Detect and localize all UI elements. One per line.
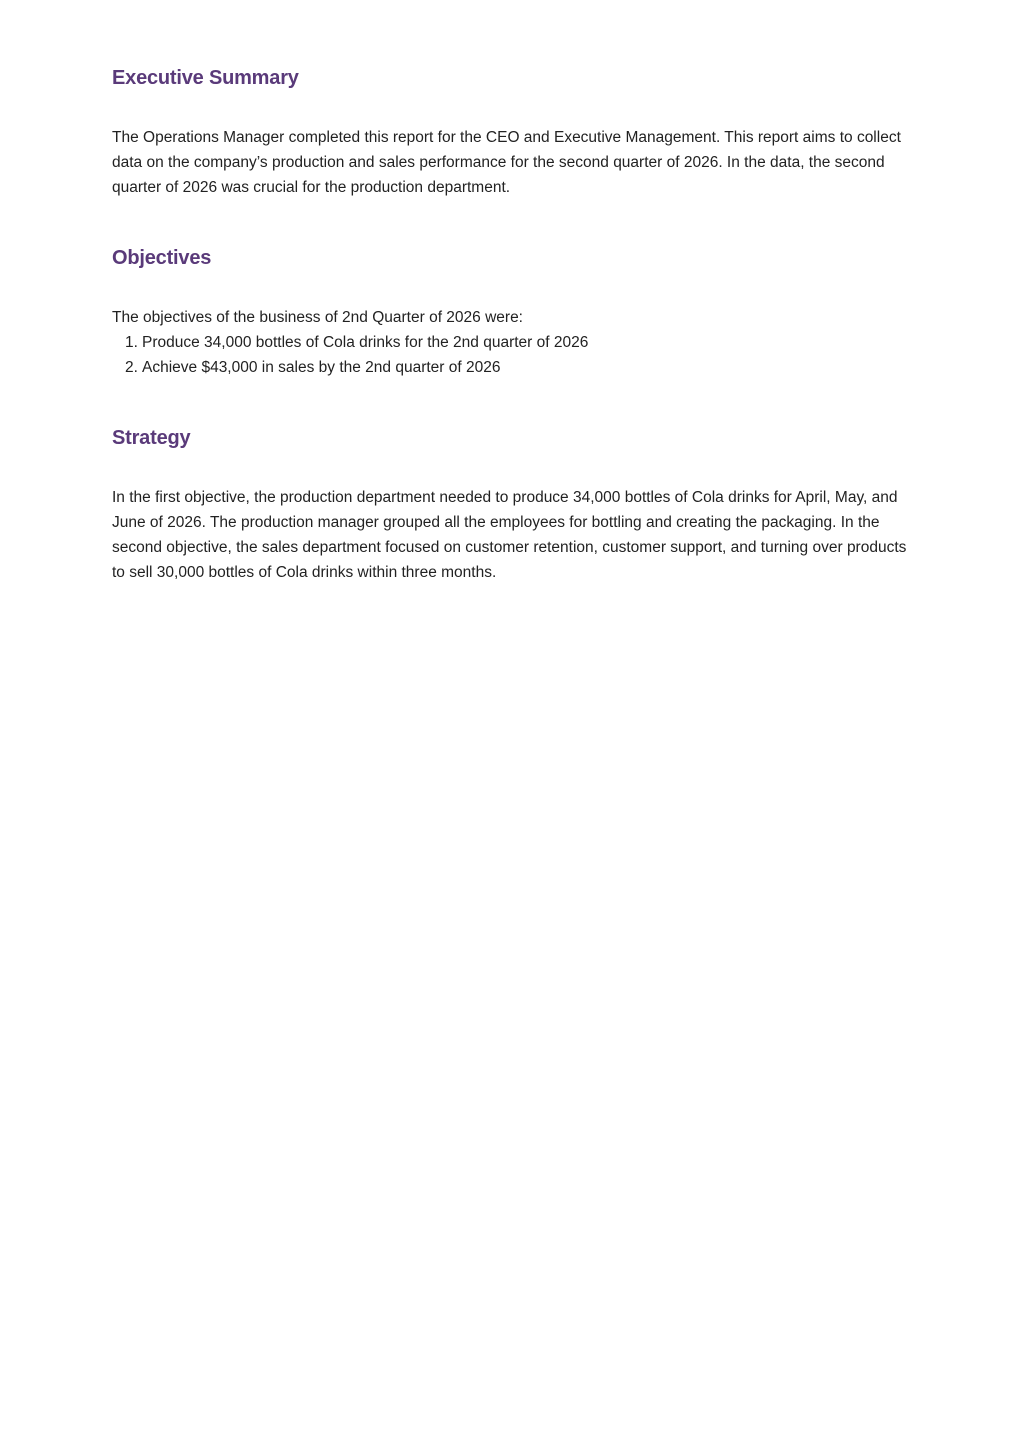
objective-item-1 — [112, 330, 588, 355]
strategy-body: In the first objective, the production department needed to produce 34,000 bottles of Cola drinks for April, May, and June of 2026. The production manager grouped all the employees for bottling and creating the packaging. In the second objective, the sales department focused on customer retention, customer support, and turning over products to sell 30,000 bottles of Cola drinks within three months. — [112, 489, 907, 581]
executive-summary-body: The Operations Manager completed this report for the CEO and Executive Management. This report aims to collect data on the company’s production and sales performance for the second quarter of 2026. In the data, the second quarter of 2026 was crucial for the production department. — [112, 129, 901, 196]
objectives-list — [112, 330, 588, 380]
executive-summary-heading: Executive Summary — [112, 67, 299, 89]
list-item-text: Produce 34,000 bottles of Cola drinks for the 2nd quarter of 2026 — [142, 334, 589, 351]
list-item-text: Achieve $43,000 in sales by the 2nd quarter of 2026 — [142, 359, 501, 376]
strategy-heading: Strategy — [112, 427, 191, 449]
list-number: 2. — [125, 359, 138, 376]
objectives-heading: Objectives — [112, 247, 212, 269]
list-number: 1. — [125, 334, 138, 351]
objectives-intro: The objectives of the business of 2nd Quarter of 2026 were: — [112, 309, 523, 326]
objective-item-2 — [112, 355, 588, 380]
